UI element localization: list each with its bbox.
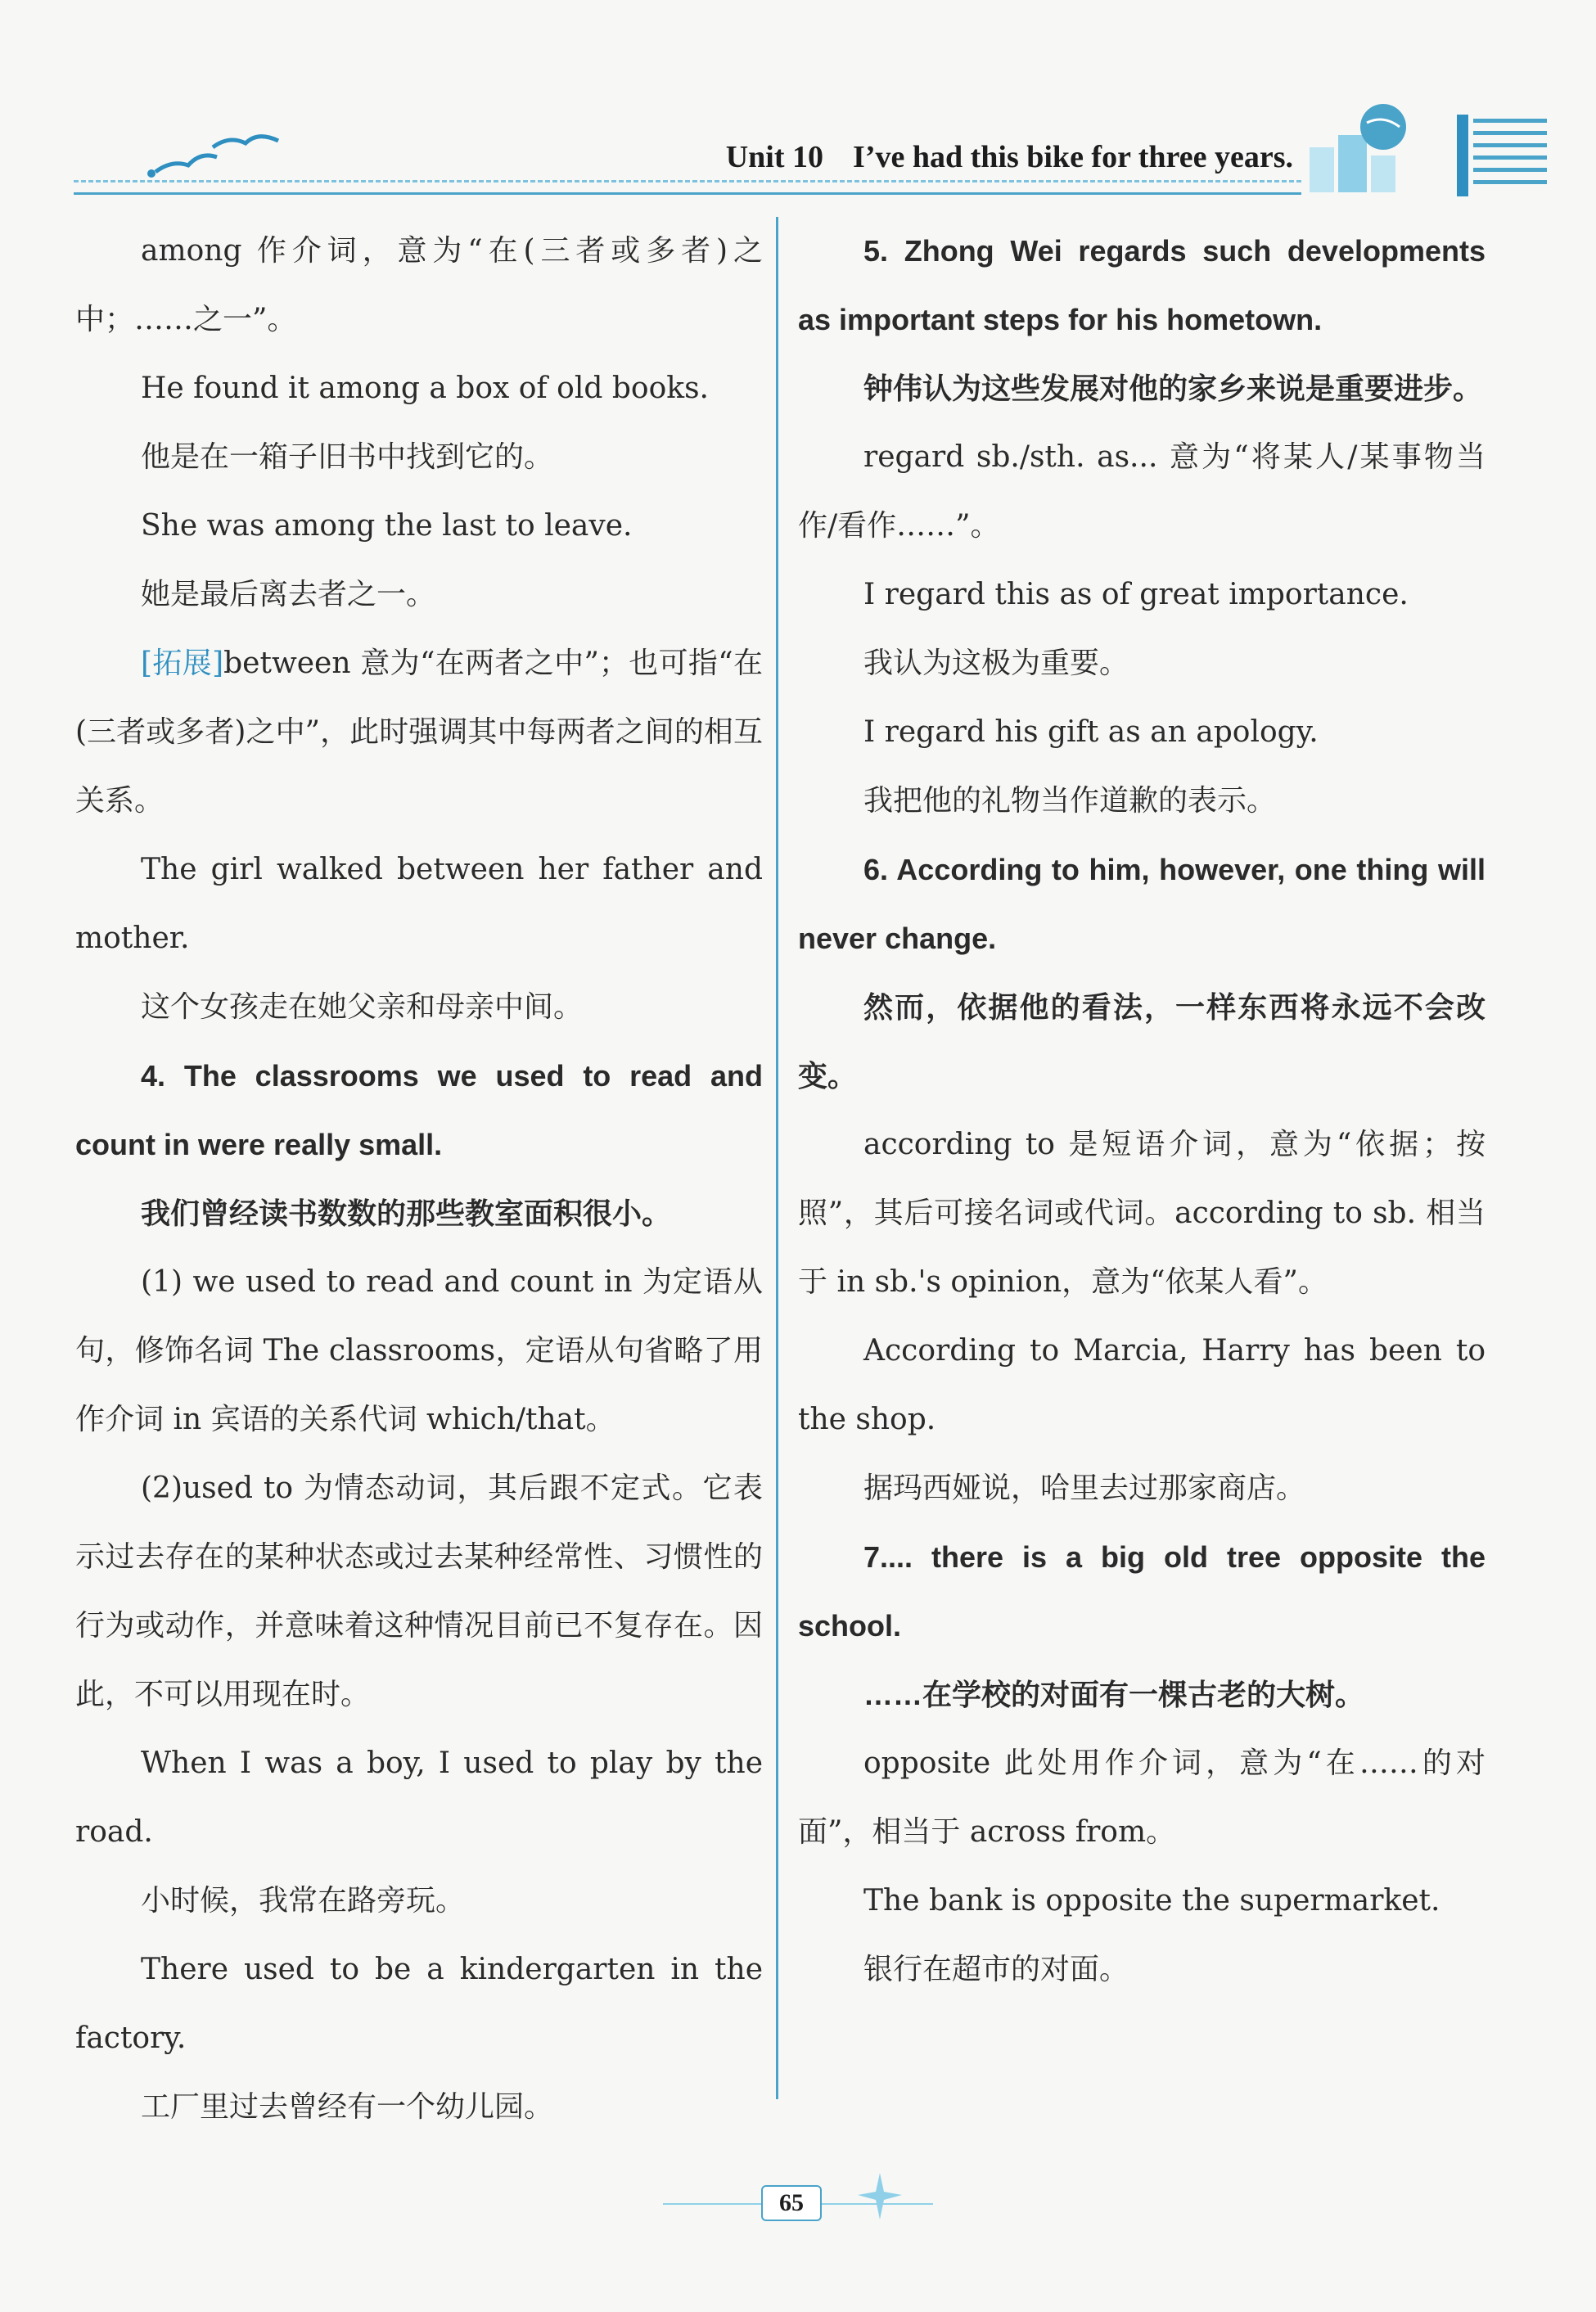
example-en: According to Marcia, Harry has been to the shop.: [798, 1334, 1486, 1436]
para-among-def: among 作介词，意为“在(三者或多者)之中；……之一”。: [75, 234, 763, 336]
header-line: [74, 192, 1301, 195]
example-zh: 工厂里过去曾经有一个幼儿园。: [141, 2090, 554, 2124]
example-en: When I was a boy, I used to play by the road.: [75, 1746, 763, 1849]
example-zh: 银行在超市的对面。: [863, 1953, 1129, 1986]
page-number: 65: [761, 2185, 822, 2221]
expand-tag: [拓展]: [141, 647, 224, 680]
example-zh: 他是在一箱子旧书中找到它的。: [141, 440, 554, 474]
left-column: [75, 217, 763, 2142]
sentence-7-heading: 7.... there is a big old tree opposite the school.: [798, 1540, 1486, 1643]
example-en: I regard this as of great importance.: [863, 578, 1409, 611]
sentence-5-translation: 钟伟认为这些发展对他的家乡来说是重要进步。: [863, 372, 1483, 405]
example-en: She was among the last to leave.: [141, 509, 633, 543]
example-en: I regard his gift as an apology.: [863, 715, 1319, 749]
example-zh: 据玛西娅说，哈里去过那家商店。: [863, 1471, 1306, 1505]
column-divider: [776, 217, 778, 2099]
right-column: [798, 217, 1486, 2004]
footer-star-icon: [851, 2169, 908, 2226]
para-used-to: (2)used to 为情态动词，其后跟不定式。它表示过去存在的某种状态或过去某种经常性、习惯性的行为或动作，并意味着这种情况目前已不复存在。因此，不可以用现在时。: [75, 1471, 763, 1711]
sentence-4-translation: 我们曾经读书数数的那些教室面积很小。: [141, 1197, 672, 1230]
header-dash-line: [74, 180, 1301, 183]
para-expand: [75, 629, 763, 836]
bird-icon: [139, 115, 303, 188]
sentence-7-translation: ……在学校的对面有一棵古老的大树。: [863, 1678, 1365, 1711]
para-opposite-def: opposite 此处用作介词，意为“在……的对面”，相当于 across from。: [798, 1746, 1486, 1849]
sentence-6-heading: 6. According to him, however, one thing will never change.: [798, 853, 1486, 955]
sentence-4-heading: 4. The classrooms we used to read and count in were really small.: [75, 1059, 763, 1161]
para-regard-def: regard sb./sth. as... 意为“将某人/某事物当作/看作……”。: [798, 440, 1486, 543]
para-according-to-def: according to 是短语介词，意为“依据；按照”，其后可接名词或代词。according to sb. 相当于 in sb.'s opinion，意为“依某人看”。: [798, 1128, 1486, 1299]
example-zh: 小时候，我常在路旁玩。: [141, 1884, 466, 1918]
page-title: [726, 139, 1293, 175]
example-en: There used to be a kindergarten in the factory.: [75, 1953, 763, 2055]
example-zh: 我认为这极为重要。: [863, 647, 1129, 680]
example-en: The girl walked between her father and mother.: [75, 853, 763, 955]
example-zh: 她是最后离去者之一。: [141, 578, 436, 611]
globe-icon: [1293, 98, 1440, 196]
page-footer: [663, 2169, 933, 2234]
sentence-5-heading: 5. Zhong Wei regards such developments as important steps for his hometown.: [798, 234, 1486, 336]
para-relative-clause: (1) we used to read and count in 为定语从句，修饰名词 The classrooms，定语从句省略了用作介词 in 宾语的关系代词 which/that。: [75, 1265, 763, 1436]
unit-title: I’ve had this bike for three years.: [853, 140, 1293, 174]
example-zh: 这个女孩走在她父亲和母亲中间。: [141, 990, 584, 1024]
example-en: He found it among a box of old books.: [141, 372, 709, 405]
expand-text: between 意为“在两者之中”；也可指“在(三者或多者)之中”，此时强调其中每两者之间的相互关系。: [75, 647, 763, 818]
page-header: [74, 98, 1539, 196]
unit-label: Unit 10: [725, 140, 824, 174]
sentence-6-translation: 然而，依据他的看法，一样东西将永远不会改变。: [798, 990, 1486, 1093]
stripes-icon: [1457, 115, 1547, 196]
example-en: The bank is opposite the supermarket.: [863, 1884, 1440, 1918]
example-zh: 我把他的礼物当作道歉的表示。: [863, 784, 1277, 818]
